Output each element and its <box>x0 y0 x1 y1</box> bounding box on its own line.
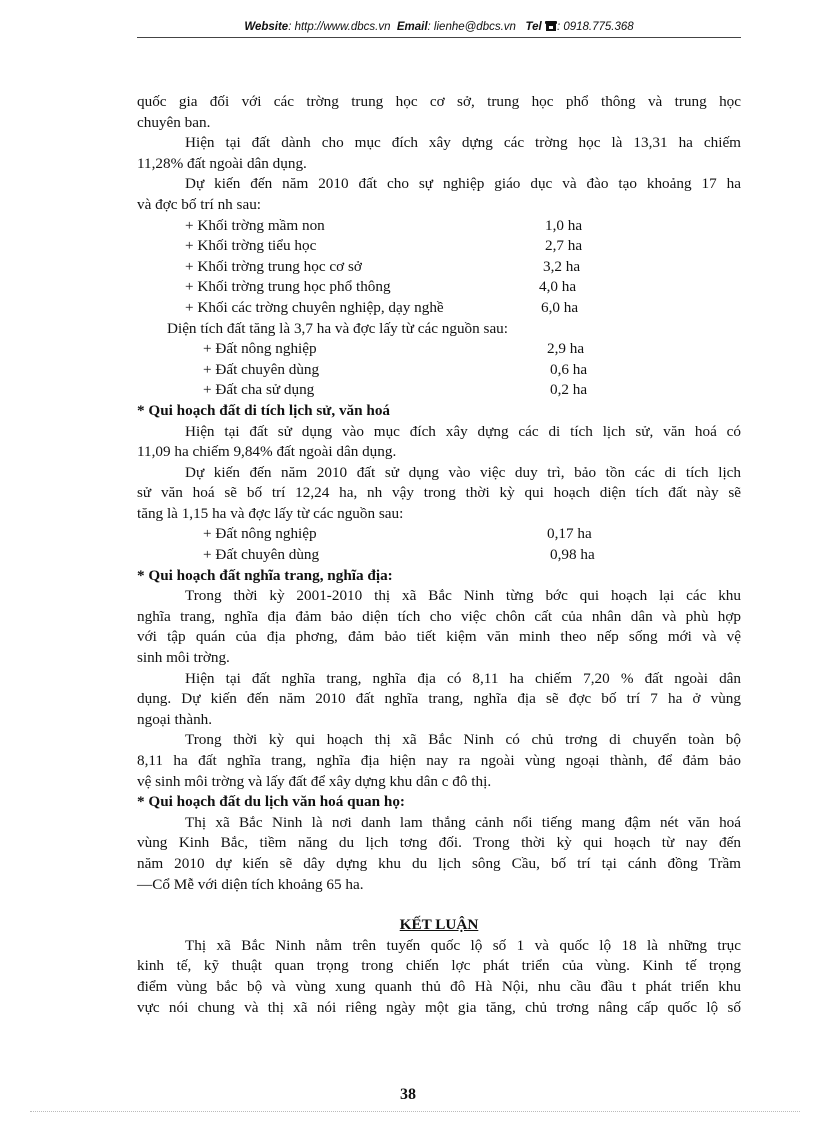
text-line: Trong thời kỳ 2001-2010 thị xã Bắc Ninh từng bớc qui hoạch lại các khu <box>185 587 741 605</box>
text-line: Dự kiến đến năm 2010 đất cho sự nghiệp giáo dục và đào tạo khoảng 17 ha <box>185 175 741 193</box>
text-line: vực nói chung và thị xã nói riêng ngày một gia tăng, chủ trơng nâng cấp quốc lộ số <box>137 998 741 1016</box>
text-line: kinh tế, kỹ thuật quan trọng trong chiến lợc phát triển của vùng. Kinh tế trọng <box>137 957 741 975</box>
text-line: Hiện tại đất sử dụng vào mục đích xây dựng các di tích lịch sử, văn hoá có <box>185 422 741 440</box>
text-line: Dự kiến đến năm 2010 đất sử dụng vào việc duy trì, bảo tồn các di tích lịch <box>185 463 741 481</box>
text-line: nghĩa trang, nghĩa địa đảm bảo diện tích cho việc chôn cất của nhân dân và phù hợp <box>137 607 741 625</box>
section-heading: * Qui hoạch đất nghĩa trang, nghĩa địa: <box>137 566 393 584</box>
section-heading: * Qui hoạch đất di tích lịch sử, văn hoá <box>137 401 391 419</box>
section-heading: * Qui hoạch đất du lịch văn hoá quan họ: <box>137 793 405 811</box>
text-line: —Cổ Mễ với diện tích khoảng 65 ha. <box>137 875 364 893</box>
text-line: quốc gia đối với các trờng trung học cơ sở, trung học phổ thông và trung học <box>137 93 741 110</box>
text-line: ngoại thành. <box>137 710 213 728</box>
phone-icon <box>545 20 557 35</box>
page-number: 38 <box>400 1086 416 1103</box>
list-item: + Khối trờng tiểu học 2,7 ha <box>185 237 583 255</box>
list-item: + Đất chuyên dùng 0,6 ha <box>203 360 588 378</box>
text-line: vùng Kinh Bắc, tiềm năng du lịch tơng đối. Trong thời kỳ qui hoạch từ nay đến <box>137 834 741 852</box>
page-header <box>137 20 741 38</box>
email-label: Email <box>396 21 428 33</box>
list-item: + Đất nông nghiệp 0,17 ha <box>203 525 592 543</box>
text-line: năm 2010 dự kiến sẽ dây dựng khu du lịch sông Cầu, bố trí tại cánh đồng Trầm <box>137 854 741 872</box>
text-line: sử văn hoá sẽ bố trí 12,24 ha, nh vậy trong thời kỳ qui hoạch diện tích đất này sẽ <box>137 484 741 502</box>
text-line: chuyên ban. <box>137 113 211 131</box>
text-line: Thị xã Bắc Ninh là nơi danh lam thắng cảnh nổi tiếng mang đậm nét văn hoá <box>185 813 741 831</box>
list-item: + Đất chuyên dùng 0,98 ha <box>203 546 595 564</box>
list-item: + Đất nông nghiệp 2,9 ha <box>203 340 585 358</box>
list-item: + Khối trờng trung học cơ sở 3,2 ha <box>185 257 581 275</box>
text-line: và đợc bố trí nh sau: <box>137 195 262 213</box>
text-line: 11,09 ha chiếm 9,84% đất ngoài dân dụng. <box>137 443 397 461</box>
email-value: : lienhe@dbcs.vn <box>427 21 516 33</box>
list-item: + Khối các trờng chuyên nghiệp, dạy nghề 6,0 ha <box>185 298 579 316</box>
text-line: vệ sinh môi trờng và lấy đất để xây dựng khu dân c đô thị. <box>137 772 492 790</box>
text-line: Diện tích đất tăng là 3,7 ha và đợc lấy từ các nguồn sau: <box>167 319 508 337</box>
text-line: sinh môi trờng. <box>137 649 230 667</box>
text-line: điểm vùng bắc bộ và vùng xung quanh thủ đô Hà Nội, nhu cầu đầu t phát triển khu <box>137 977 741 995</box>
text-line: 8,11 ha đất nghĩa trang, nghĩa địa hiện nay ra ngoài vùng ngoại thành, để đảm bảo <box>137 752 741 769</box>
text-line: tăng là 1,15 ha và đợc lấy từ các nguồn sau: <box>137 504 404 522</box>
section-title: KẾT LUẬN <box>399 916 479 934</box>
text-line: Hiện tại đất nghĩa trang, nghĩa địa có 8,11 ha chiếm 7,20 % đất ngoài dân <box>185 669 741 687</box>
text-line: Hiện tại đất dành cho mục đích xây dựng các trờng học là 13,31 ha chiếm <box>185 134 741 152</box>
tel-label: Tel <box>525 21 542 33</box>
list-item: + Khối trờng mầm non 1,0 ha <box>185 216 583 234</box>
list-item: + Khối trờng trung học phổ thông 4,0 ha <box>185 278 577 296</box>
text-line: 11,28% đất ngoài dân dụng. <box>137 154 307 172</box>
tel-value: : 0918.775.368 <box>556 21 634 33</box>
website-label: Website <box>244 21 289 33</box>
website-value: : http://www.dbcs.vn <box>288 21 391 33</box>
text-line: dụng. Dự kiến đến năm 2010 đất nghĩa trang, nghĩa địa sẽ đợc bố trí 7 ha ở vùng <box>137 690 741 708</box>
header-rule <box>137 37 741 38</box>
text-line: Thị xã Bắc Ninh nằm trên tuyến quốc lộ số 1 và quốc lộ 18 là những trục <box>185 936 741 954</box>
text-line: với tập quán của địa phơng, đảm bảo tiết kiệm văn minh theo nếp sống mới và vệ <box>137 628 741 646</box>
footer-rule <box>30 1111 800 1112</box>
list-item: + Đất cha sử dụng 0,2 ha <box>203 381 588 399</box>
document-body <box>137 92 741 1018</box>
text-line: Trong thời kỳ qui hoạch thị xã Bắc Ninh có chủ trơng di chuyển toàn bộ <box>185 731 741 749</box>
